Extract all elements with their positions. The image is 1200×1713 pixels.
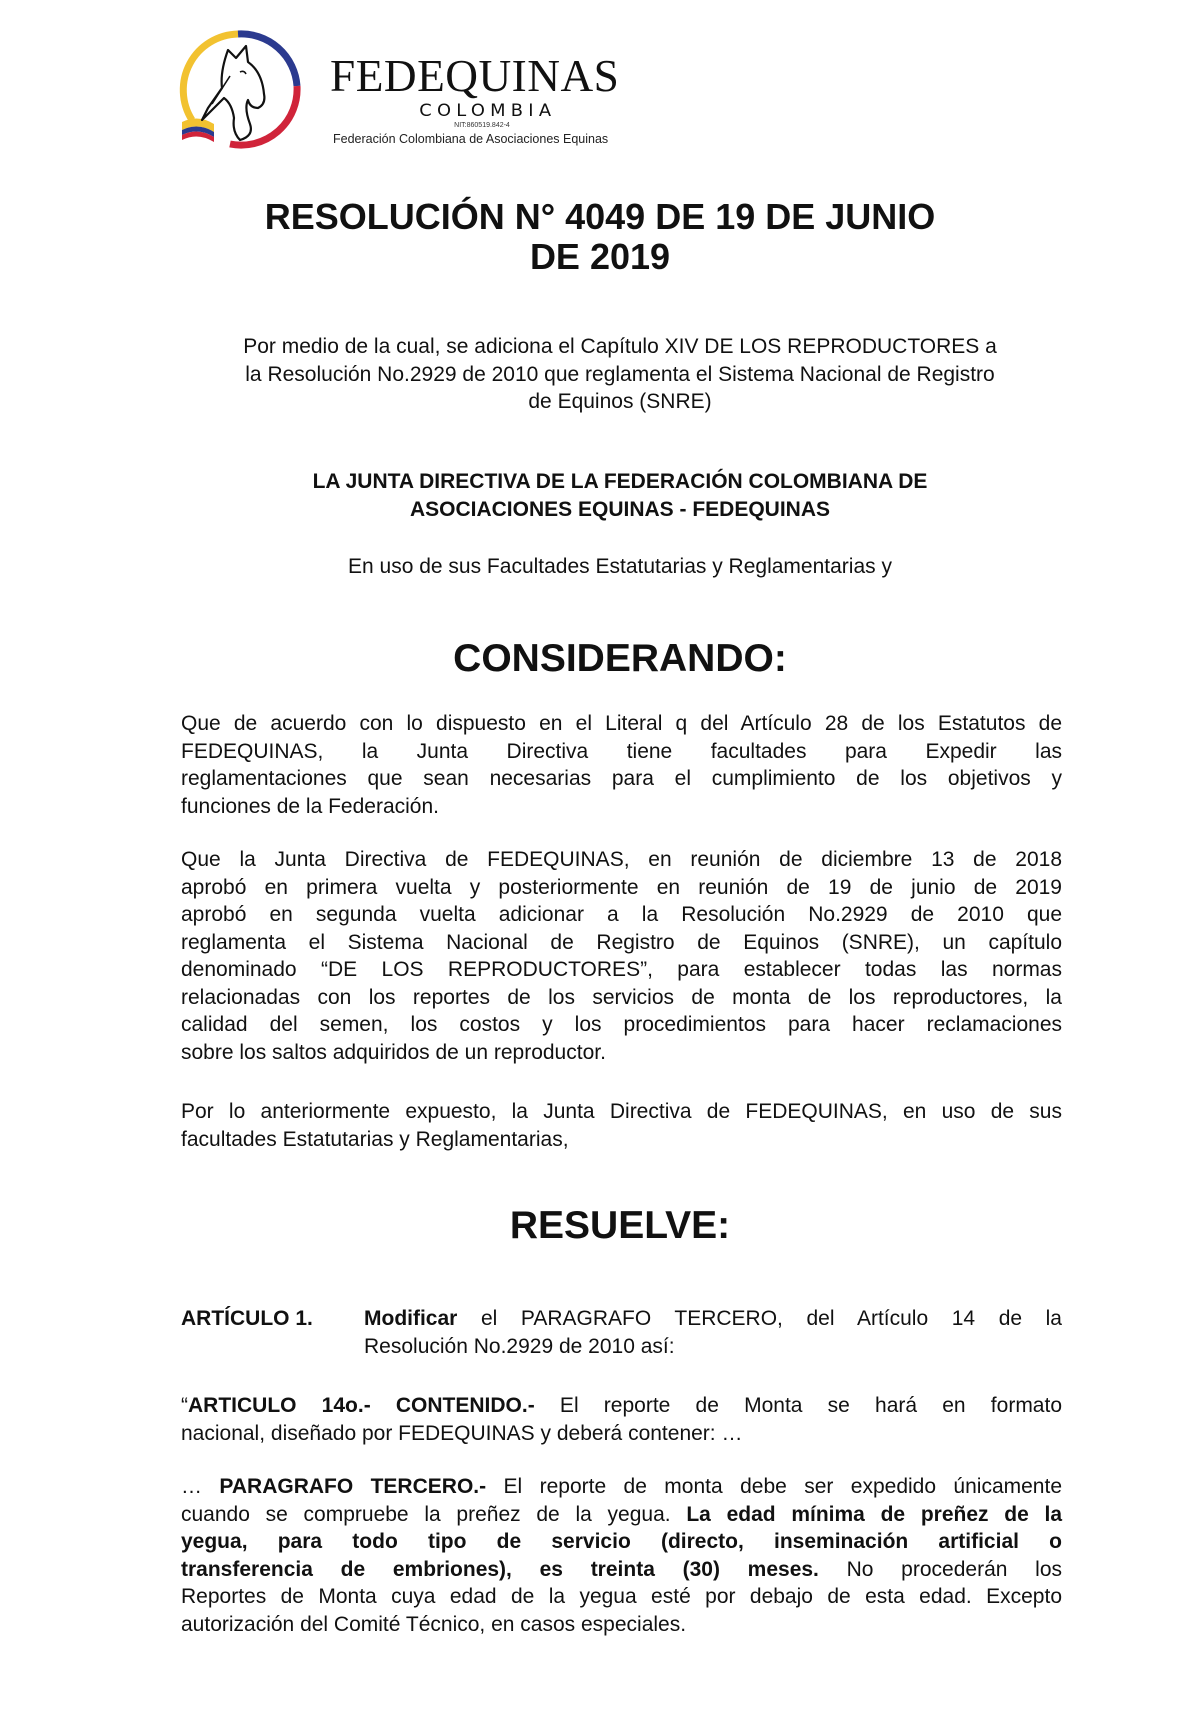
text-line: funciones de la Federación. <box>181 794 439 818</box>
quoted-article-line2: nacional, diseñado por FEDEQUINAS y deberá contener: … <box>181 1421 743 1445</box>
considerando-paragraph-2 <box>181 846 1062 1066</box>
text-line: aprobó en segunda vuelta adicionar a la Resolución No.2929 de 2010 que <box>181 903 1062 926</box>
article-1-body <box>364 1305 1062 1360</box>
text-line <box>364 1305 1062 1333</box>
paragraph-tercero <box>181 1473 1062 1638</box>
text-line: FEDEQUINAS, la Junta Directiva tiene facultades para Expedir las <box>181 739 1062 763</box>
quoted-article-line1-rest: El reporte de Monta se hará en formato <box>534 1394 1063 1417</box>
resolution-title-line2: DE 2019 <box>529 236 671 277</box>
text-line <box>181 1392 1062 1420</box>
open-quote: “ <box>181 1394 188 1417</box>
paragraph-tercero-line2-bold: La edad mínima de preñez de la <box>686 1502 1062 1526</box>
text-line: reglamentaciones que sean necesarias para el cumplimiento de los objetivos y <box>181 767 1062 790</box>
article-1-line1-rest: el PARAGRAFO TERCERO, del Artículo 14 de la <box>457 1307 1062 1330</box>
paragraph-tercero-line1-rest: El reporte de monta debe ser expedido únicamente <box>486 1475 1063 1498</box>
fedequinas-logo-emblem <box>178 28 314 150</box>
text-line: calidad del semen, los costos y los procedimientos para hacer reclamaciones <box>181 1013 1062 1036</box>
considerando-paragraph-1 <box>181 710 1062 820</box>
considerando-paragraph-3 <box>181 1098 1062 1153</box>
intro-line3: de Equinos (SNRE) <box>528 390 712 413</box>
text-line: facultades Estatutarias y Reglamentarias, <box>181 1127 569 1151</box>
intro-line1: Por medio de la cual, se adiciona el Capítulo XIV DE LOS REPRODUCTORES a <box>243 335 997 358</box>
logo-full-name: Federación Colombiana de Asociaciones Equinas <box>333 132 609 146</box>
authority-line2: ASOCIACIONES EQUINAS - FEDEQUINAS <box>409 497 831 521</box>
text-line: sobre los saltos adquiridos de un reproductor. <box>181 1040 606 1064</box>
text-line: Que la Junta Directiva de FEDEQUINAS, en reunión de diciembre 13 de 2018 <box>181 848 1062 871</box>
paragraph-tercero-line6: autorización del Comité Técnico, en casos especiales. <box>181 1612 687 1636</box>
considerando-heading: CONSIDERANDO: <box>453 637 787 680</box>
quoted-article-14 <box>181 1392 1062 1447</box>
quoted-article-label: ARTICULO 14o.- CONTENIDO.- <box>188 1394 535 1417</box>
paragraph-tercero-line5: Reportes de Monta cuya edad de la yegua esté por debajo de esta edad. Excepto <box>181 1585 1062 1608</box>
logo-nit: NIT:860519.842-4 <box>454 122 510 129</box>
text-line <box>181 1556 1062 1584</box>
text-line <box>181 1528 1062 1556</box>
article-1-label: ARTÍCULO 1. <box>181 1307 313 1330</box>
horse-head-icon <box>178 28 314 150</box>
logo-org-name: FEDEQUINAS <box>330 50 620 101</box>
resuelve-heading: RESUELVE: <box>509 1204 731 1247</box>
text-line: Que de acuerdo con lo dispuesto en el Literal q del Artículo 28 de los Estatutos de <box>181 712 1062 735</box>
article-1-line2: Resolución No.2929 de 2010 así: <box>364 1334 675 1358</box>
text-line: relacionadas con los reportes de los servicios de monta de los reproductores, la <box>181 985 1062 1009</box>
paragraph-tercero-line4-rest: No procederán los <box>818 1557 1062 1581</box>
text-line: reglamenta el Sistema Nacional de Registro de Equinos (SNRE), un capítulo <box>181 930 1062 954</box>
ellipsis: … <box>181 1475 220 1498</box>
paragraph-tercero-line3-bold: yegua, para todo tipo de servicio (directo, inseminación artificial o <box>181 1530 1062 1553</box>
paragraph-tercero-line2-normal: cuando se compruebe la preñez de la yegua. <box>181 1502 687 1526</box>
resolution-title-line1: RESOLUCIÓN N° 4049 DE 19 DE JUNIO <box>264 196 936 237</box>
text-line: aprobó en primera vuelta y posteriormente en reunión de 19 de junio de 2019 <box>181 875 1062 899</box>
paragraph-tercero-label: PARAGRAFO TERCERO.- <box>219 1475 487 1498</box>
authority-line1: LA JUNTA DIRECTIVA DE LA FEDERACIÓN COLOMBIANA DE <box>312 470 928 493</box>
paragraph-tercero-line4-bold: transferencia de embriones), es treinta (30) meses. <box>181 1557 819 1581</box>
text-line: denominado “DE LOS REPRODUCTORES”, para establecer todas las normas <box>181 958 1062 981</box>
text-line <box>181 1501 1062 1529</box>
intro-line2: la Resolución No.2929 de 2010 que reglamenta el Sistema Nacional de Registro <box>245 362 995 386</box>
logo-country: COLOMBIA <box>419 101 557 121</box>
text-line: Por lo anteriormente expuesto, la Junta Directiva de FEDEQUINAS, en uso de sus <box>181 1100 1062 1123</box>
text-line <box>181 1473 1062 1501</box>
authority-powers: En uso de sus Facultades Estatutarias y Reglamentarias y <box>348 555 892 578</box>
article-1-verb: Modificar <box>364 1307 458 1330</box>
